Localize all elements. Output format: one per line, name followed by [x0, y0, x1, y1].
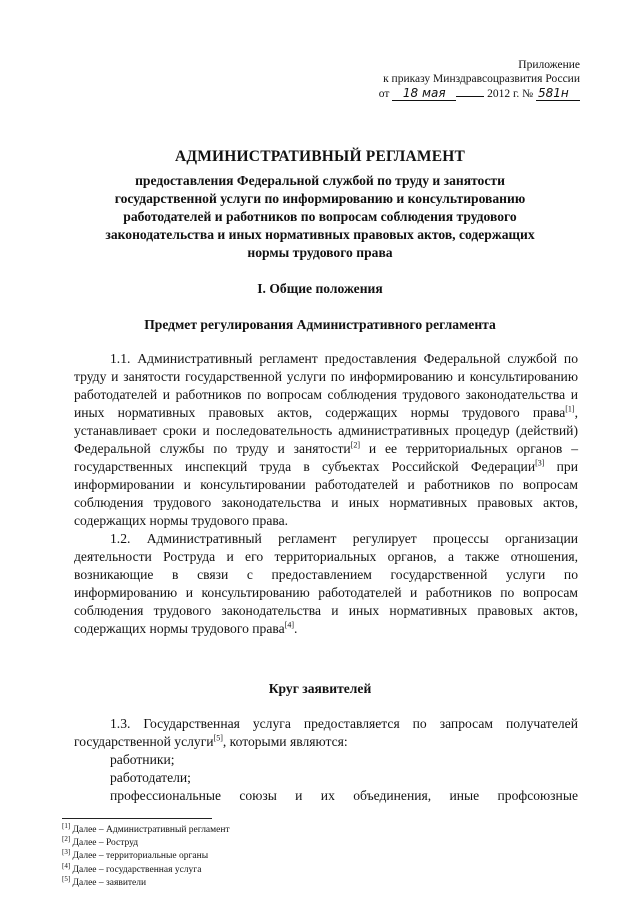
appendix-from: от	[378, 88, 390, 100]
footnote-text: Далее – государственная услуга	[70, 864, 202, 875]
footnote-separator	[62, 818, 212, 819]
paragraph-1-3	[74, 715, 578, 751]
p1-2-text-a: 1.2. Административный регламент регулирует процессы организации деятельности Роструда и его территориальных органов, а также отношения, возникающие в связи с предоставлением государственной услуги по информированию и консультированию работодателей и работников по вопросам соблюдения трудового законодательства и иных нормативных правовых актов, содержащих нормы трудового права	[74, 531, 578, 636]
subtitle-line: законодательства и иных нормативных правовых актов, содержащих	[105, 227, 535, 242]
p1-2-text-b: .	[293, 621, 298, 636]
footnote-mark: [3]	[62, 848, 71, 857]
footnote-mark: [4]	[62, 861, 71, 870]
appendix-year: 2012 г. №	[487, 88, 534, 100]
footnote-ref-2: [2]	[350, 440, 360, 450]
list-item: работодатели;	[110, 770, 191, 785]
p1-1-text-d: при информировании и консультировании работодателей и работников по вопросам соблюдения трудового законодательства и иных нормативных правовых актов, содержащих нормы трудового права.	[74, 459, 578, 528]
paragraph-1-2	[74, 530, 578, 638]
list-item: работники;	[110, 752, 175, 767]
footnote-text: Далее – Административный регламент	[70, 825, 230, 835]
footnote-ref-1: [1]	[565, 404, 575, 414]
footnote-mark: [5]	[62, 874, 71, 883]
section-heading-general: I. Общие положения	[257, 281, 383, 296]
document-subtitle	[70, 172, 570, 262]
appendix-date-line	[379, 86, 580, 101]
subtitle-line: предоставления Федеральной службой по труду и занятости	[135, 173, 505, 188]
appendix-label: Приложение	[518, 59, 580, 71]
subtitle-line: государственной услуги по информированию и консультированию	[114, 191, 526, 206]
footnote-ref-3: [3]	[535, 458, 545, 468]
footnote-mark: [1]	[62, 821, 71, 830]
footnote-mark: [2]	[62, 835, 71, 844]
footnote-ref-5: [5]	[213, 733, 223, 743]
appendix-header	[379, 58, 580, 101]
date-underline	[456, 96, 484, 97]
footnote-text: Далее – Роструд	[70, 838, 139, 849]
subtitle-line: нормы трудового права	[247, 245, 393, 260]
footnote-text: Далее – заявители	[70, 877, 147, 888]
list-item: профессиональные союзы и их объединения, иные профсоюзные	[110, 788, 578, 803]
paragraph-1-1	[74, 350, 578, 530]
footnote	[62, 850, 230, 863]
p1-3-text-b: , которыми являются:	[222, 734, 348, 749]
handwritten-date: 18 мая	[392, 86, 456, 101]
footnotes	[62, 821, 230, 890]
p1-1-text-b: , устанавливает сроки и последовательность административных процедур (действий) Федеральной службы по труду и занятости	[74, 405, 578, 456]
paragraphs-1-1-1-2	[74, 350, 578, 638]
p1-3-text-a: 1.3. Государственная услуга предоставляется по запросам получателей государственной услуги	[74, 716, 578, 749]
subsection-heading-applicants: Круг заявителей	[268, 681, 372, 696]
footnote	[62, 837, 230, 850]
footnote-text: Далее – территориальные органы	[70, 851, 209, 862]
p1-1-text-c: и ее территориальных органов – государственных инспекций труда в субъектах Российской Федерации	[74, 441, 578, 474]
subsection-heading-subject: Предмет регулирования Административного регламента	[144, 317, 496, 332]
footnote	[62, 874, 230, 890]
p1-1-text-a: 1.1. Административный регламент предоставления Федеральной службой по труду и занятости государственной услуги по информированию и консультированию работодателей и работников по вопросам соблюдения трудового законодательства и иных нормативных правовых актов, содержащих нормы трудового права	[74, 351, 578, 420]
appendix-order: к приказу Минздравсоцразвития России	[383, 73, 580, 85]
footnote	[62, 821, 230, 837]
footnote	[62, 861, 230, 877]
subtitle-line: работодателей и работников по вопросам соблюдения трудового	[123, 209, 517, 224]
handwritten-number: 581н	[536, 86, 580, 101]
footnote-ref-4: [4]	[284, 620, 294, 630]
paragraph-1-3-block	[74, 715, 578, 805]
document-title: АДМИНИСТРАТИВНЫЙ РЕГЛАМЕНТ	[174, 148, 466, 165]
